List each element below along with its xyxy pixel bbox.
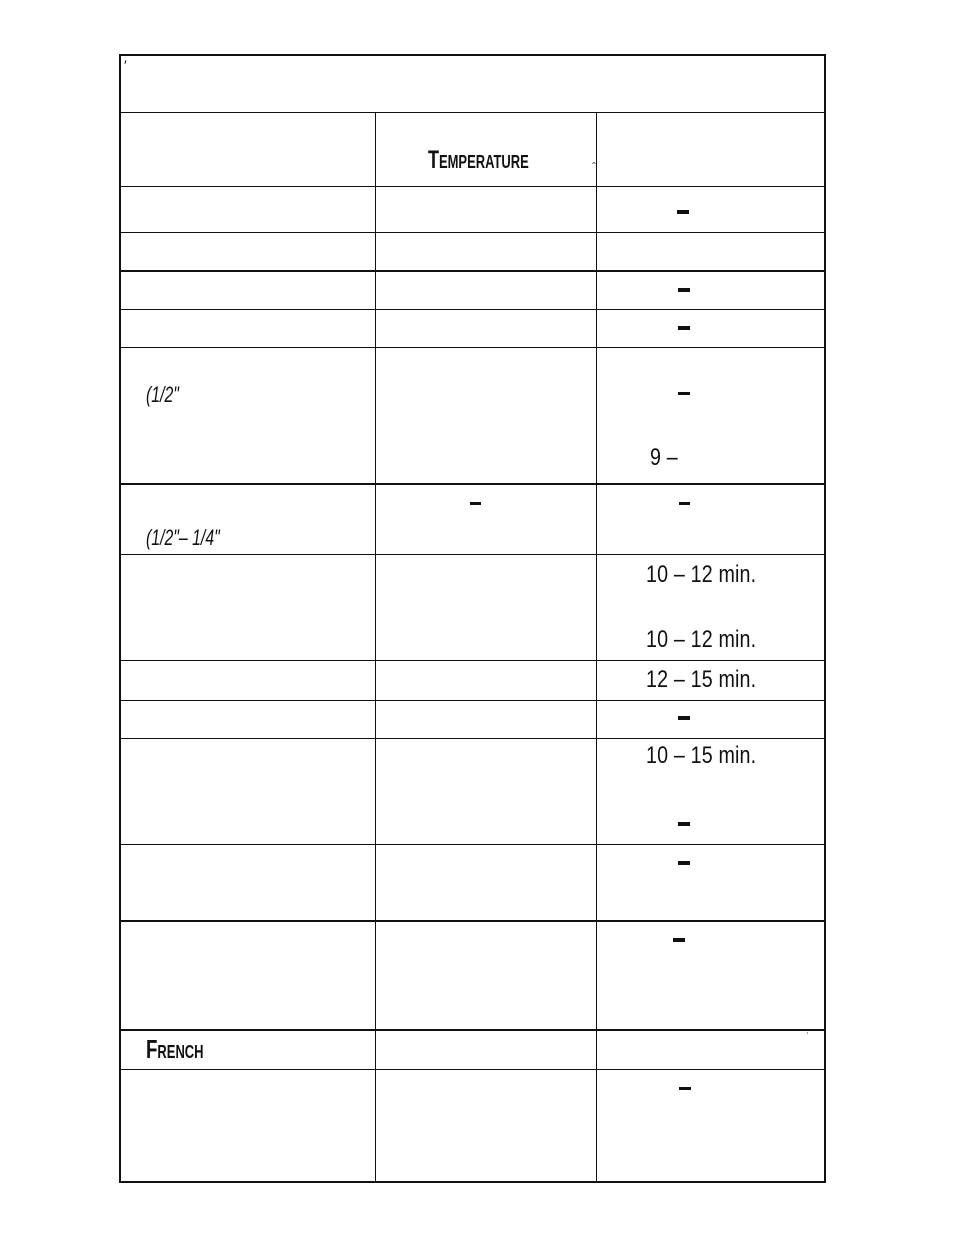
row-mark: ˙ — [806, 1030, 810, 1044]
time-dash — [678, 716, 690, 720]
row-divider — [119, 232, 826, 233]
time-dash — [678, 288, 690, 292]
column-divider — [375, 113, 376, 1183]
time-dash — [678, 326, 690, 330]
temperature-dash — [470, 502, 481, 505]
cooking-time: 9 – — [650, 444, 678, 471]
row-divider — [119, 309, 826, 310]
row-divider — [119, 270, 826, 272]
row-divider — [119, 1029, 826, 1031]
cooking-time: 10 – 15 min. — [646, 742, 757, 769]
row-divider — [119, 844, 826, 845]
thickness-label: (1/2" — [146, 382, 179, 407]
row-divider — [119, 347, 826, 348]
table-frame — [119, 54, 826, 1183]
time-dash — [679, 1087, 691, 1090]
row-divider — [119, 660, 826, 661]
cooking-time: 10 – 12 min. — [646, 626, 757, 653]
row-divider — [119, 1069, 826, 1070]
time-dash — [673, 938, 685, 942]
cooking-time: 10 – 12 min. — [646, 561, 757, 588]
time-dash — [677, 210, 689, 214]
row-divider — [119, 920, 826, 922]
time-dash — [679, 502, 690, 505]
french-label: French — [146, 1034, 204, 1064]
header-mark: ˆ — [592, 160, 596, 174]
row-divider — [119, 186, 826, 187]
corner-mark: ′ — [124, 57, 127, 73]
row-divider — [119, 483, 826, 485]
thickness-label: (1/2"– 1/4" — [146, 525, 220, 550]
row-divider — [119, 700, 826, 701]
time-dash — [678, 861, 690, 865]
time-dash — [678, 392, 690, 395]
cooking-time: 12 – 15 min. — [646, 666, 757, 693]
column-divider — [596, 113, 597, 1183]
time-dash — [678, 822, 690, 826]
row-divider — [119, 738, 826, 739]
temperature-header: Temperature — [428, 146, 529, 174]
row-divider — [119, 554, 826, 555]
title-row-divider — [119, 112, 826, 113]
